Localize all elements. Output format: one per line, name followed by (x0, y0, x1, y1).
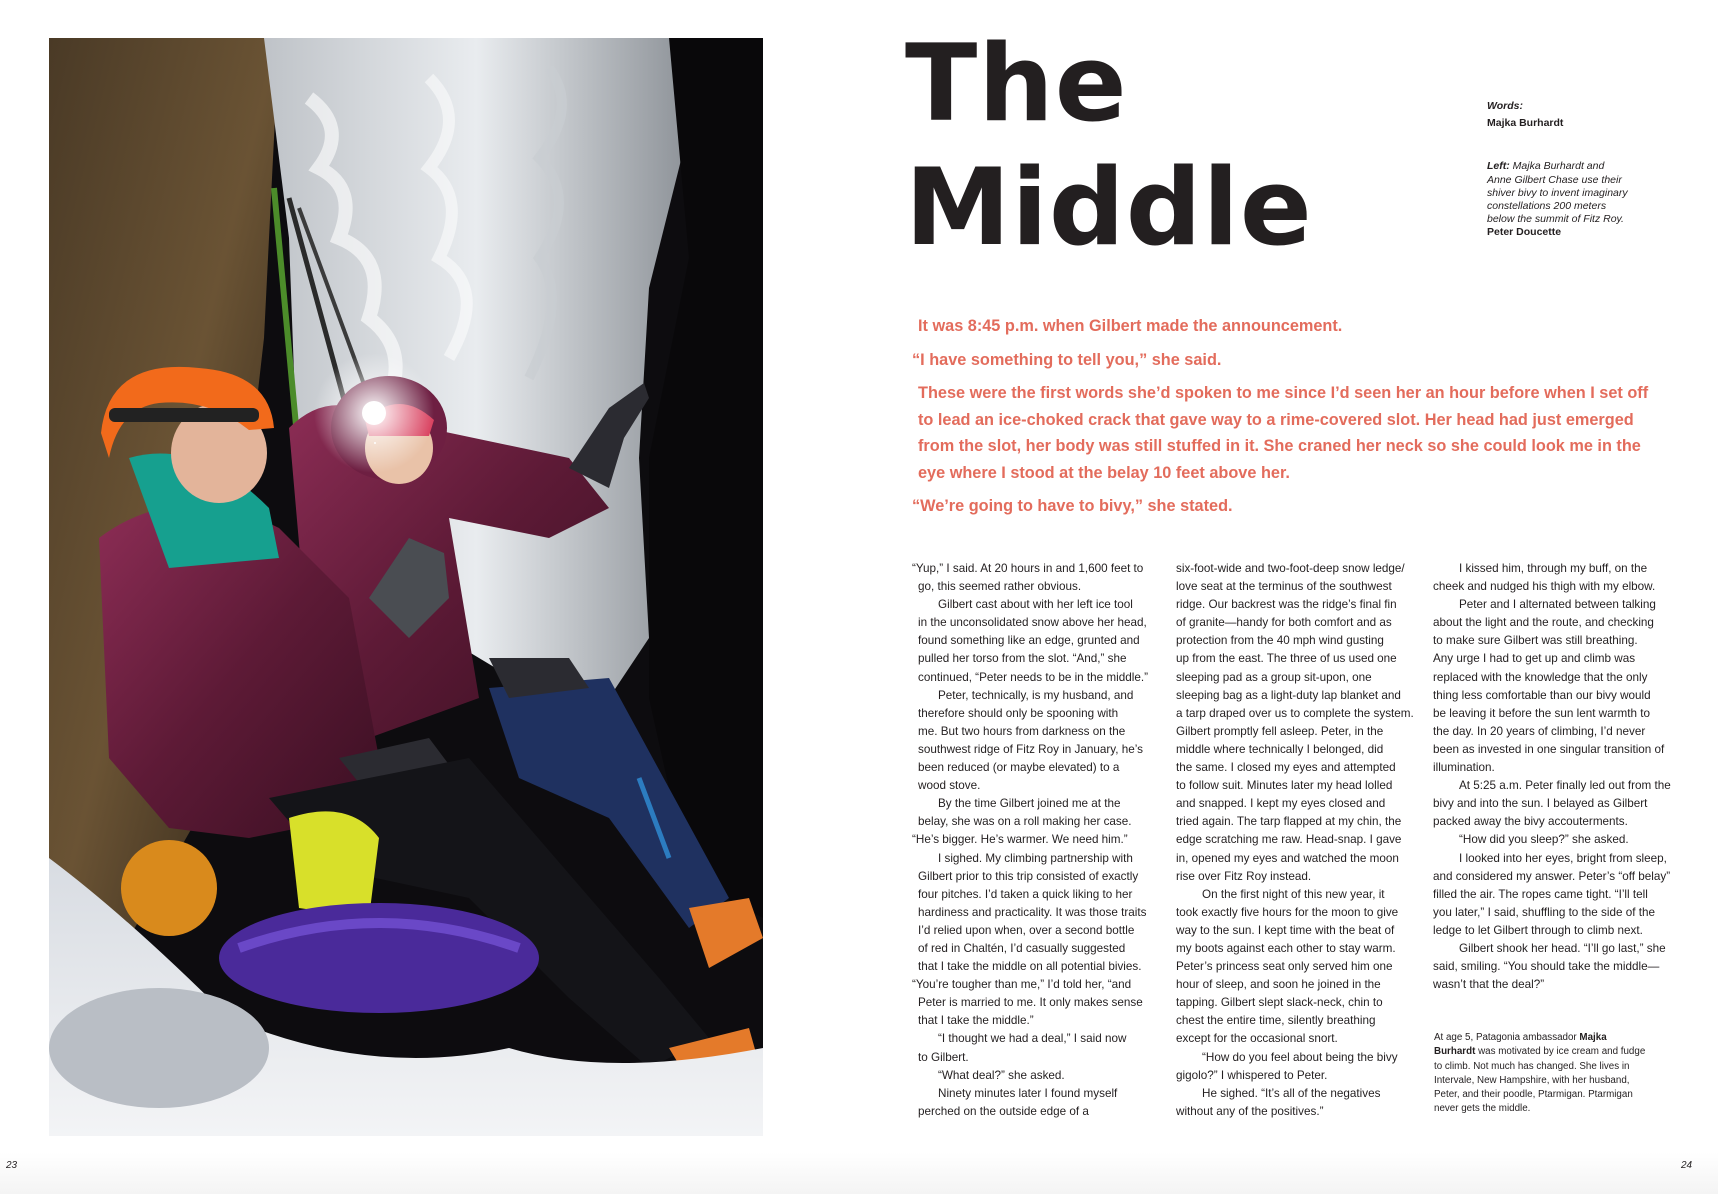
body-line: sleeping pad as a group sit-upon, one (1176, 670, 1372, 684)
body-line: to follow suit. Minutes later my head lolled (1176, 779, 1393, 793)
bio-intro: At age 5, Patagonia ambassador (1434, 1032, 1580, 1043)
body-line: “What deal?” she asked. (938, 1068, 1065, 1082)
body-line: my boots against each other to stay warm. (1176, 941, 1396, 955)
body-line: to make sure Gilbert was still breathing. (1433, 634, 1638, 648)
body-line: “I thought we had a deal,” I said now (938, 1032, 1127, 1046)
body-line: and considered my answer. Peter’s “off belay” (1433, 869, 1671, 883)
intro-paragraph (912, 380, 1672, 486)
body-line: sleeping bag as a light-duty lap blanket and (1176, 688, 1401, 702)
caption-line: shiver bivy to invent imaginary (1487, 186, 1628, 199)
caption-label: Left: (1487, 160, 1510, 173)
body-line: continued, “Peter needs to be in the middle.” (918, 670, 1148, 684)
body-line: At 5:25 a.m. Peter finally led out from the (1459, 779, 1671, 793)
bio-name-b: Burhardt (1434, 1046, 1476, 1058)
bio-line: to climb. Not much has changed. She lives in (1434, 1060, 1630, 1072)
body-line: wasn’t that the deal?” (1433, 978, 1545, 992)
body-line: Peter and I alternated between talking (1459, 598, 1656, 612)
caption-line: constellations 200 meters (1487, 200, 1607, 213)
body-line: Peter, technically, is my husband, and (938, 688, 1134, 702)
body-line: I kissed him, through my buff, on the (1459, 562, 1648, 575)
body-line: in the unconsolidated snow above her head, (918, 616, 1147, 630)
caption-line: below the summit of Fitz Roy. (1487, 213, 1624, 226)
body-line: thing less comfortable than our bivy would (1433, 688, 1651, 702)
bio-line: Peter, and their poodle, Ptarmigan. Ptarmigan (1434, 1089, 1633, 1101)
body-line: that I take the middle.” (918, 1014, 1034, 1028)
body-line: and snapped. I kept my eyes closed and (1176, 797, 1386, 811)
author-bio (1434, 1031, 1680, 1117)
photographer-credit: Peter Doucette (1487, 226, 1562, 239)
bivy-photo (49, 38, 763, 1136)
body-line: that I take the middle on all potential bivies. (918, 960, 1142, 974)
article-title (905, 22, 1313, 270)
body-line: By the time Gilbert joined me at the (938, 797, 1121, 811)
intro-paragraph: “I have something to tell you,” she said. (912, 350, 1222, 369)
body-line: Peter is married to me. It only makes sense (918, 996, 1143, 1010)
body-line: love seat at the terminus of the southwest (1176, 580, 1392, 594)
bio-line (1434, 1031, 1680, 1045)
body-line: Gilbert shook her head. “I’ll go last,” she (1459, 941, 1666, 955)
body-line: me. But two hours from darkness on the (918, 724, 1126, 738)
body-line: replaced with the knowledge that the only (1433, 670, 1648, 684)
body-line: hardiness and practicality. It was those traits (918, 905, 1147, 919)
bio-line: Intervale, New Hampshire, with her husband, (1434, 1074, 1630, 1086)
caption-line: Anne Gilbert Chase use their (1487, 173, 1622, 186)
words-label: Words: (1487, 100, 1523, 112)
body-line: six-foot-wide and two-foot-deep snow ledge/ (1176, 562, 1405, 575)
body-line: pulled her torso from the slot. “And,” she (918, 652, 1127, 666)
body-line: “How did you sleep?” she asked. (1459, 833, 1629, 847)
title-line-2: Middle (905, 146, 1313, 269)
body-line: about the light and the route, and checking (1433, 616, 1654, 630)
body-line: hour of sleep, and soon he joined in the (1176, 978, 1381, 992)
body-line: I’d relied upon when, over a second bottle (918, 923, 1135, 937)
body-line: illumination. (1433, 761, 1495, 775)
body-line: therefore should only be spooning with (918, 706, 1119, 720)
page-footer (0, 1152, 1718, 1194)
body-line: Peter’s princess seat only served him one (1176, 960, 1393, 974)
intro-line: These were the first words she’d spoken to me since I’d seen her an hour before when I set off (918, 384, 1649, 402)
body-line: been reduced (or maybe elevated) to a (918, 761, 1120, 775)
body-line: the same. I closed my eyes and attempted (1176, 761, 1396, 775)
intro-text (912, 313, 1672, 527)
bio-name-a: Majka (1579, 1032, 1607, 1043)
body-line: way to the sun. I kept time with the beat of (1176, 923, 1395, 937)
author-name: Majka Burhardt (1487, 117, 1564, 130)
body-line: said, smiling. “You should take the middle— (1433, 960, 1660, 974)
body-line: I looked into her eyes, bright from sleep, (1459, 851, 1667, 865)
body-line: I sighed. My climbing partnership with (938, 851, 1133, 865)
intro-line: from the slot, her body was still stuffed in it. She craned her neck so she could look me in the (918, 437, 1641, 455)
body-line: Ninety minutes later I found myself (938, 1086, 1118, 1100)
body-line: Gilbert cast about with her left ice tool (938, 598, 1133, 612)
body-line: chest the entire time, silently breathing (1176, 1014, 1376, 1028)
bio-line: never gets the middle. (1434, 1103, 1531, 1115)
intro-line: to lead an ice-choked crack that gave way to a rime-covered slot. Her head had just emerged (918, 410, 1634, 429)
body-line: Gilbert promptly fell asleep. Peter, in the (1176, 724, 1384, 738)
body-line: took exactly five hours for the moon to give (1176, 905, 1399, 919)
body-line: “He’s bigger. He’s warmer. We need him.” (912, 833, 1128, 847)
page-number-right: 24 (1681, 1160, 1693, 1171)
intro-line: eye where I stood at the belay 10 feet above her. (918, 463, 1290, 482)
body-line: southwest ridge of Fitz Roy in January, he’s (918, 742, 1143, 756)
body-line: ridge. Our backrest was the ridge’s final fin (1176, 598, 1397, 612)
body-line: up from the east. The three of us used one (1176, 652, 1397, 666)
body-line: been as invested in one singular transition of (1433, 742, 1665, 756)
body-line: four pitches. I’d taken a quick liking to her (918, 887, 1133, 901)
body-line: “You’re tougher than me,” I’d told her, “and (912, 978, 1132, 992)
body-line: Gilbert prior to this trip consisted of exactly (918, 869, 1139, 883)
body-line: bivy and into the sun. I belayed as Gilbert (1433, 797, 1648, 811)
body-line: found something like an edge, grunted and (918, 634, 1140, 648)
body-column-1 (912, 560, 1164, 1121)
body-line: of red in Chaltén, I’d casually suggested (918, 941, 1126, 955)
body-line: tapping. Gilbert slept slack-neck, chin to (1176, 996, 1383, 1010)
body-line: in, opened my eyes and watched the moon (1176, 851, 1399, 865)
body-line: Any urge I had to get up and climb was (1433, 652, 1636, 666)
bio-line (1434, 1045, 1680, 1059)
body-line: “How do you feel about being the bivy (1202, 1050, 1398, 1064)
body-line: be leaving it before the sun lent warmth to (1433, 706, 1650, 720)
body-line: without any of the positives.” (1176, 1104, 1324, 1118)
body-line: On the first night of this new year, it (1202, 887, 1385, 901)
body-line: a tarp draped over us to complete the system. (1176, 706, 1414, 720)
body-line: except for the occasional snort. (1176, 1032, 1338, 1046)
title-line-1: The (905, 22, 1128, 145)
body-line: rise over Fitz Roy instead. (1176, 869, 1312, 883)
body-line: ledge to let Gilbert through to climb next. (1433, 923, 1643, 937)
body-line: of granite—handy for both comfort and as (1176, 616, 1392, 630)
body-line: belay, she was on a roll making her case. (918, 815, 1132, 829)
body-line: filled the air. The ropes came tight. “I’ll tell (1433, 887, 1648, 901)
body-line: protection from the 40 mph wind gusting (1176, 634, 1384, 648)
body-line: packed away the bivy accouterments. (1433, 815, 1628, 829)
body-line: wood stove. (918, 779, 981, 793)
body-line: perched on the outside edge of a (918, 1104, 1089, 1118)
photo-illustration (49, 38, 763, 1136)
body-line: to Gilbert. (918, 1050, 969, 1064)
intro-paragraph: “We’re going to have to bivy,” she stated. (912, 497, 1233, 515)
body-line: go, this seemed rather obvious. (918, 580, 1082, 594)
intro-paragraph: It was 8:45 p.m. when Gilbert made the announcement. (918, 317, 1343, 335)
body-column-3 (1433, 560, 1685, 994)
body-line: middle where technically I belonged, did (1176, 742, 1384, 756)
photo-caption (1487, 160, 1667, 239)
body-line: “Yup,” I said. At 20 hours in and 1,600 feet to (912, 562, 1144, 575)
body-line: the day. In 20 years of climbing, I’d never (1433, 724, 1646, 738)
body-line: He sighed. “It’s all of the negatives (1202, 1086, 1381, 1100)
caption-line: Majka Burhardt and (1509, 160, 1605, 173)
body-line: cheek and nudged his thigh with my elbow. (1433, 580, 1656, 594)
body-column-2 (1176, 560, 1428, 1121)
bio-rest: was motivated by ice cream and fudge (1475, 1046, 1646, 1058)
body-line: edge scratching me raw. Head-snap. I gave (1176, 833, 1402, 847)
body-line: tried again. The tarp flapped at my chin, the (1176, 815, 1402, 829)
page-number-left: 23 (6, 1160, 18, 1171)
credits-block (1487, 100, 1667, 240)
body-line: you later,” I said, shuffling to the side of the (1433, 905, 1655, 919)
body-line: gigolo?” I whispered to Peter. (1176, 1068, 1328, 1082)
